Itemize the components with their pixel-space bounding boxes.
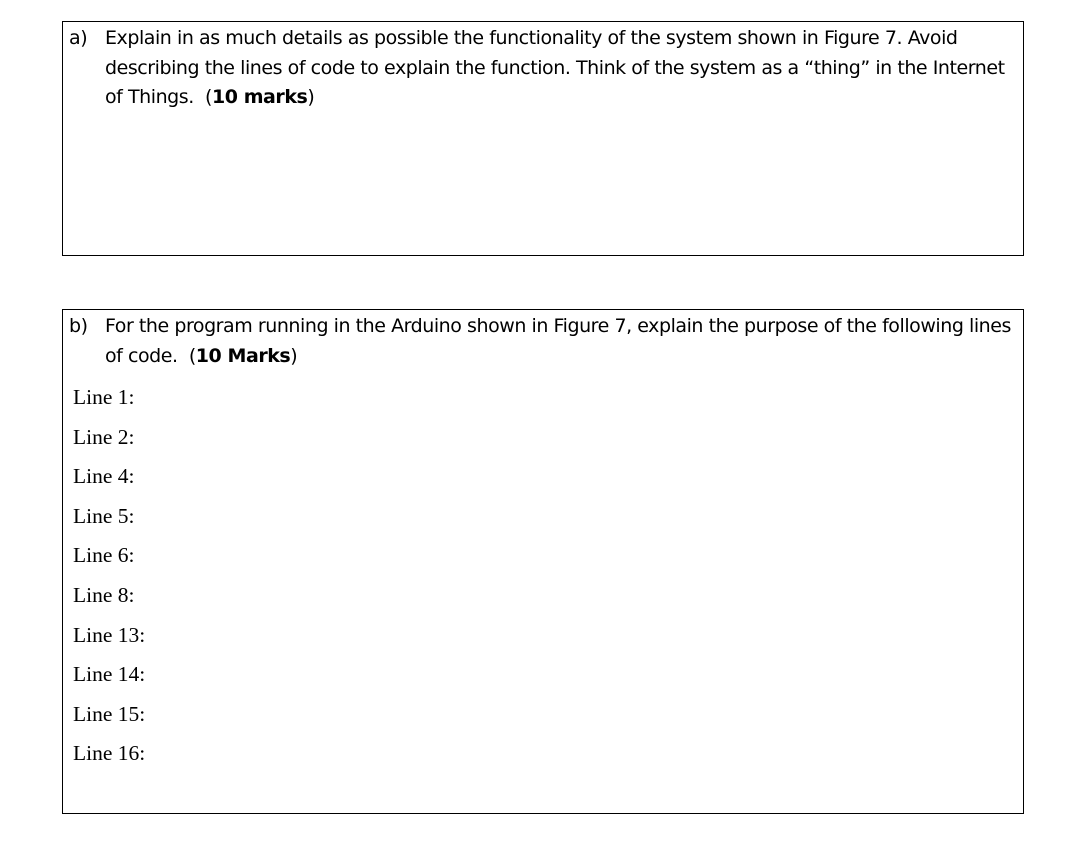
question-b [69, 312, 1015, 371]
code-line-label: Line 2: [73, 424, 135, 449]
question-a-marks-close: ) [307, 86, 315, 108]
question-b-marks-open: ( [188, 344, 196, 367]
question-b-answer-box [62, 309, 1024, 814]
question-a-text: Explain in as much details as possible the functionality of the system shown in Figure 7. Avoid describing the lines of code to explain the function. Think of the system as a “thing” in the Internet of Things. [105, 27, 1005, 108]
code-line-label: Line 14: [73, 662, 146, 687]
code-line-label: Line 1: [73, 385, 135, 409]
question-a [69, 24, 1015, 113]
question-a-text-block [105, 24, 1015, 113]
code-line-label: Line 15: [73, 701, 146, 726]
question-b-text: For the program running in the Arduino shown in Figure 7, explain the purpose of the following lines of code. [105, 315, 1011, 367]
question-a-marks: 10 marks [211, 86, 308, 108]
question-b-marks-close: ) [290, 344, 298, 367]
question-a-marker: a) [69, 27, 88, 49]
code-line-list [73, 378, 145, 774]
question-a-marks-open: ( [205, 86, 212, 108]
code-line-label: Line 5: [73, 503, 135, 528]
code-line-label: Line 13: [73, 622, 146, 647]
question-b-marker: b) [69, 315, 88, 337]
code-line-label: Line 6: [73, 543, 135, 568]
code-line-label: Line 8: [73, 582, 135, 607]
code-line-label: Line 16: [73, 741, 146, 766]
question-b-marks: 10 Marks [195, 344, 291, 367]
question-a-answer-box [62, 21, 1024, 256]
question-b-text-block [105, 312, 1015, 371]
code-line-label: Line 4: [73, 464, 135, 489]
